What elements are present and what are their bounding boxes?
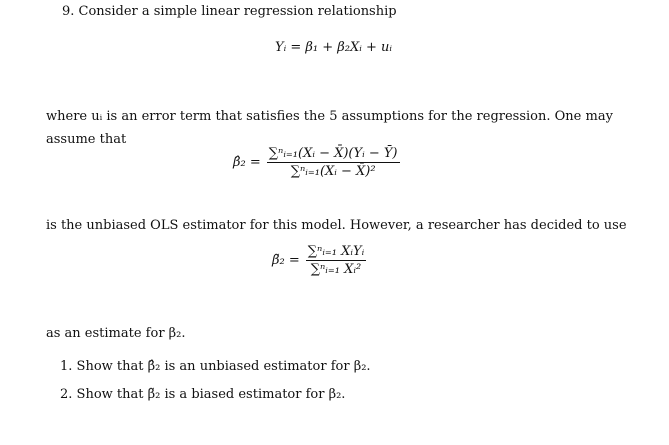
paragraph-1-line-2: assume that bbox=[46, 132, 127, 147]
model-equation: Yᵢ = β₁ + β₂Xᵢ + uᵢ bbox=[275, 40, 392, 55]
ols-estimator-equation bbox=[233, 146, 400, 179]
list-item bbox=[60, 359, 371, 374]
ols-estimator-numerator: ∑ⁿᵢ₌₁(Xᵢ − X̄)(Yᵢ − Ȳ) bbox=[268, 146, 398, 161]
list-item-text: Show that β̃₂ is a biased estimator for β₂. bbox=[76, 387, 346, 402]
paragraph-1-line-1: where uᵢ is an error term that satisfies the 5 assumptions for the regression. One may bbox=[46, 109, 613, 124]
list-item-number: 2. bbox=[60, 387, 73, 402]
ols-estimator-denominator: ∑ⁿᵢ₌₁(Xᵢ − X̄)² bbox=[290, 164, 376, 179]
alternative-estimator-denominator: ∑ⁿᵢ₌₁ Xᵢ² bbox=[310, 262, 362, 277]
alternative-estimator-equation bbox=[272, 244, 366, 277]
ols-estimator-lhs: β̂₂ = bbox=[233, 155, 261, 170]
alternative-estimator-numerator: ∑ⁿᵢ₌₁ XᵢYᵢ bbox=[307, 244, 365, 259]
list-item-number: 1. bbox=[60, 359, 73, 374]
ols-estimator-fraction bbox=[267, 146, 400, 179]
problem-heading: 9. Consider a simple linear regression relationship bbox=[62, 4, 397, 19]
list-item bbox=[60, 387, 345, 402]
list-item-text: Show that β̂₂ is an unbiased estimator for β₂. bbox=[76, 359, 371, 374]
alternative-estimator-lhs: β̃₂ = bbox=[272, 253, 300, 268]
paragraph-3: as an estimate for β₂. bbox=[46, 326, 186, 341]
alternative-estimator-fraction bbox=[306, 244, 366, 277]
paragraph-2: is the unbiased OLS estimator for this model. However, a researcher has decided to use bbox=[46, 218, 627, 233]
